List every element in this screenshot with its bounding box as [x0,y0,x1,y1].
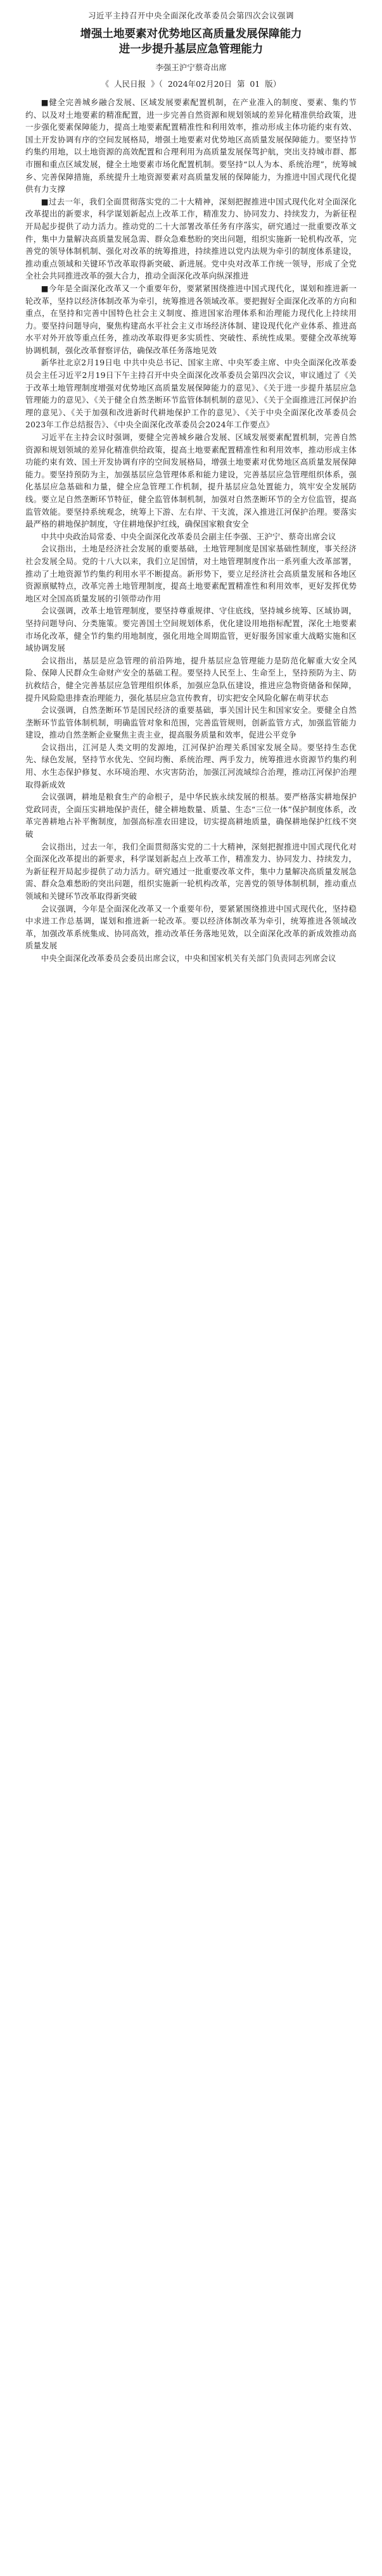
article-paragraph: 会议强调，耕地是粮食生产的命根子，是中华民族永续发展的根基。要严格落实耕地保护党政同责，全面压实耕地保护责任，健全耕地数量、质量、生态“三位一体”保护制度体系，改革完善耕地占补平衡制度，加强高标准农田建设，切实提高耕地质量，确保耕地保护红线不突破 [25,792,357,839]
article-page [0,0,382,977]
article-paragraph: 会议指出，土地是经济社会发展的重要基础，土地管理制度是国家基础性制度，事关经济社会发展全局。党的十八大以来，我们立足国情，对土地管理制度作出一系列重大改革部署，推动了土地资源节约集约利用水平不断提高。新形势下，要立足经济社会高质量发展和各地区资源禀赋特点，改革完善土地管理制度，提高土地要素配置精准性和利用效率，更好发挥优势地区对全国高质量发展的引领带动作用 [25,544,357,603]
article-byline: 李强王沪宁蔡奇出席 [155,63,227,72]
article-paragraph: 习近平在主持会议时强调，要健全完善城乡融合发展、区域发展要素配置机制，完善自然资源和规划领域的差异化精准供给政策，提高土地要素配置精准性和利用效率，推动形成主体功能约束有效、国土开发协调有序的空间发展格局，增强土地要素对优势地区高质量发展保障能力。要坚持预防为主，加强基层应急管理体系和能力建设，完善基层应急管理组织体系，强化基层应急基础和力量，健全应急管理工作机制，提升基层应急处置能力，筑牢安全发展防线。要立足自然垄断环节特征，健全监管体制机制，加强对自然垄断环节的全方位监管，提高监管效能。要坚持系统观念，统筹上下游、左右岸、干支流，深入推进江河保护治理。要落实最严格的耕地保护制度，守住耕地保护红线，确保国家粮食安全 [25,432,357,529]
article-paragraph: 会议指出，基层是应急管理的前沿阵地，提升基层应急管理能力是防范化解重大安全风险、保障人民群众生命财产安全的基础工程。要坚持人民至上、生命至上，坚持预防为主、防抗救结合，健全完善基层应急管理组织体系，加强应急队伍建设，推进应急物资储备和保障，提升风险隐患排查治理能力，强化基层应急宣传教育，切实把安全风险化解在萌芽状态 [25,655,357,703]
article-paragraph: 中共中央政治局常委、中央全面深化改革委员会副主任李强、王沪宁、蔡奇出席会议 [41,531,336,541]
article-paragraph: ■今年是全面深化改革又一个重要年份，要紧紧围绕推进中国式现代化，谋划和推进新一轮改革，坚持以经济体制改革为牵引，统筹推进各领域改革。要把握好全面深化改革的方向和重点，在坚持和完善中国特色社会主义制度、推进国家治理体系和治理能力现代化上持续用力。要坚持问题导向，聚焦构建高水平社会主义市场经济体制、建设现代化产业体系、推进高水平对外开放等重点任务，推动改革取得更多实质性、突破性、系统性成果。要健全改革统筹协调机制，强化改革督察评估，确保改革任务落地见效 [25,283,357,355]
headline-line-2: 进一步提升基层应急管理能力 [118,43,264,56]
article-paragraph: 新华社北京2月19日电 中共中央总书记、国家主席、中央军委主席、中央全面深化改革委员会主任习近平2月19日下午主持召开中央全面深化改革委员会第四次会议，审议通过了《关于改革土地管理制度增强对优势地区高质量发展保障能力的意见》、《关于进一步提升基层应急管理能力的意见》、《关于健全自然垄断环节监管体制机制的意见》、《关于全面推进江河保护治理的意见》、《关于加强和改进新时代耕地保护工作的意见》、《关于中央全面深化改革委员会2023年工作总结报告》、《中央全面深化改革委员会2024年工作要点》 [25,358,357,430]
article-kicker: 习近平主持召开中央全面深化改革委员会第四次会议强调 [87,11,294,20]
article-body [25,96,357,965]
article-paragraph: 会议指出，江河是人类文明的发源地，江河保护治理关系国家发展全局。要坚持生态优先、绿色发展，坚持节水优先、空间均衡、系统治理、两手发力，统筹推进水资源节约集约利用、水生态保护修复、水环境治理、水灾害防治，加强江河流域综合治理，推动江河保护治理取得新成效 [25,742,357,789]
article-paragraph: 会议强调，改革土地管理制度，要坚持尊重规律、守住底线，坚持城乡统筹、区域协调，坚持问题导向、分类施策。要完善国土空间规划体系，优化建设用地指标配置，深化土地要素市场化改革，健全节约集约用地制度，强化用地全周期监管，更好服务国家重大战略实施和区域协调发展 [25,606,357,653]
article-paragraph: 会议指出，过去一年，我们全面贯彻落实党的二十大精神，深刻把握推进中国式现代化对全面深化改革提出的新要求，科学谋划新起点上改革工作，精准发力、协同发力、持续发力，为新征程开局起步提供了动力活力。研究通过一批重要改革文件，集中力量解决高质量发展急需、群众急难愁盼的突出问题，组织实施新一轮机构改革，完善党的领导体制机制，推动重点领域和关键环节改革取得新突破 [25,841,357,901]
article-source: 《 人民日报 》（ 2024年02月20日 第 01 版） [101,79,281,89]
article-paragraph: 会议强调，自然垄断环节是国民经济的重要基础，事关国计民生和国家安全。要健全自然垄断环节监管体制机制，明确监管对象和范围，完善监管规则，创新监管方式，加强监管能力建设，推动自然垄断企业聚焦主责主业，提高服务质量和效率，促进公平竞争 [25,705,357,740]
article-paragraph: 会议强调，今年是全面深化改革又一个重要年份，要紧紧围绕推进中国式现代化，坚持稳中求进工作总基调，谋划和推进新一轮改革。要以经济体制改革为牵引，统筹推进各领域改革，加强改革系统集成、协同高效，推动改革任务落地见效，以全面深化改革的新成效推动高质量发展 [25,903,357,951]
article-paragraph: ■过去一年，我们全面贯彻落实党的二十大精神，深刻把握推进中国式现代化对全面深化改革提出的新要求，科学谋划新起点上改革工作，精准发力、协同发力、持续发力，为新征程开局起步提供了动力活力。推动党的二十大部署改革任务有序落实，研究通过一批重要改革文件，集中力量解决高质量发展急需、群众急难愁盼的突出问题，组织实施新一轮机构改革，完善党的领导体制机制、强化对改革的统筹推进，持续推进以党内法规为牵引的制度体系建设，推动重点领域和关键环节改革取得新突破、新进展。党中央对改革工作统一领导，形成了全党全社会共同推进改革的强大合力，推动全面深化改革向纵深推进 [25,196,357,281]
headline-line-1: 增强土地要素对优势地区高质量发展保障能力 [80,28,302,41]
article-paragraph: ■健全完善城乡融合发展、区域发展要素配置机制，在产业准入的制度、要素、集约节约、以及对土地要素的精准配置，进一步完善自然资源和规划领域的差异化精准供给政策，进一步强化要素保障能力，提高土地要素配置精准性和利用效率，推动形成主体功能约束有效、国土开发协调有序的空间发展格局，增强土地要素对优势地区高质量发展保障能力。要坚持节约集约用地，以土地资源的高效配置和合理利用为高质量发展保驾护航，突出支持城市群、都市圈和重点区域发展，健全土地要素市场化配置机制。要坚持“以人为本、系统治理”，统筹城乡、完善保障措施，系统提升土地资源要素对高质量发展的保障能力，为推进中国式现代化提供有力支撑 [25,97,357,194]
article-paragraph: 中央全面深化改革委员会委员出席会议，中央和国家机关有关部门负责同志列席会议 [41,953,336,963]
article-headline [25,27,357,57]
